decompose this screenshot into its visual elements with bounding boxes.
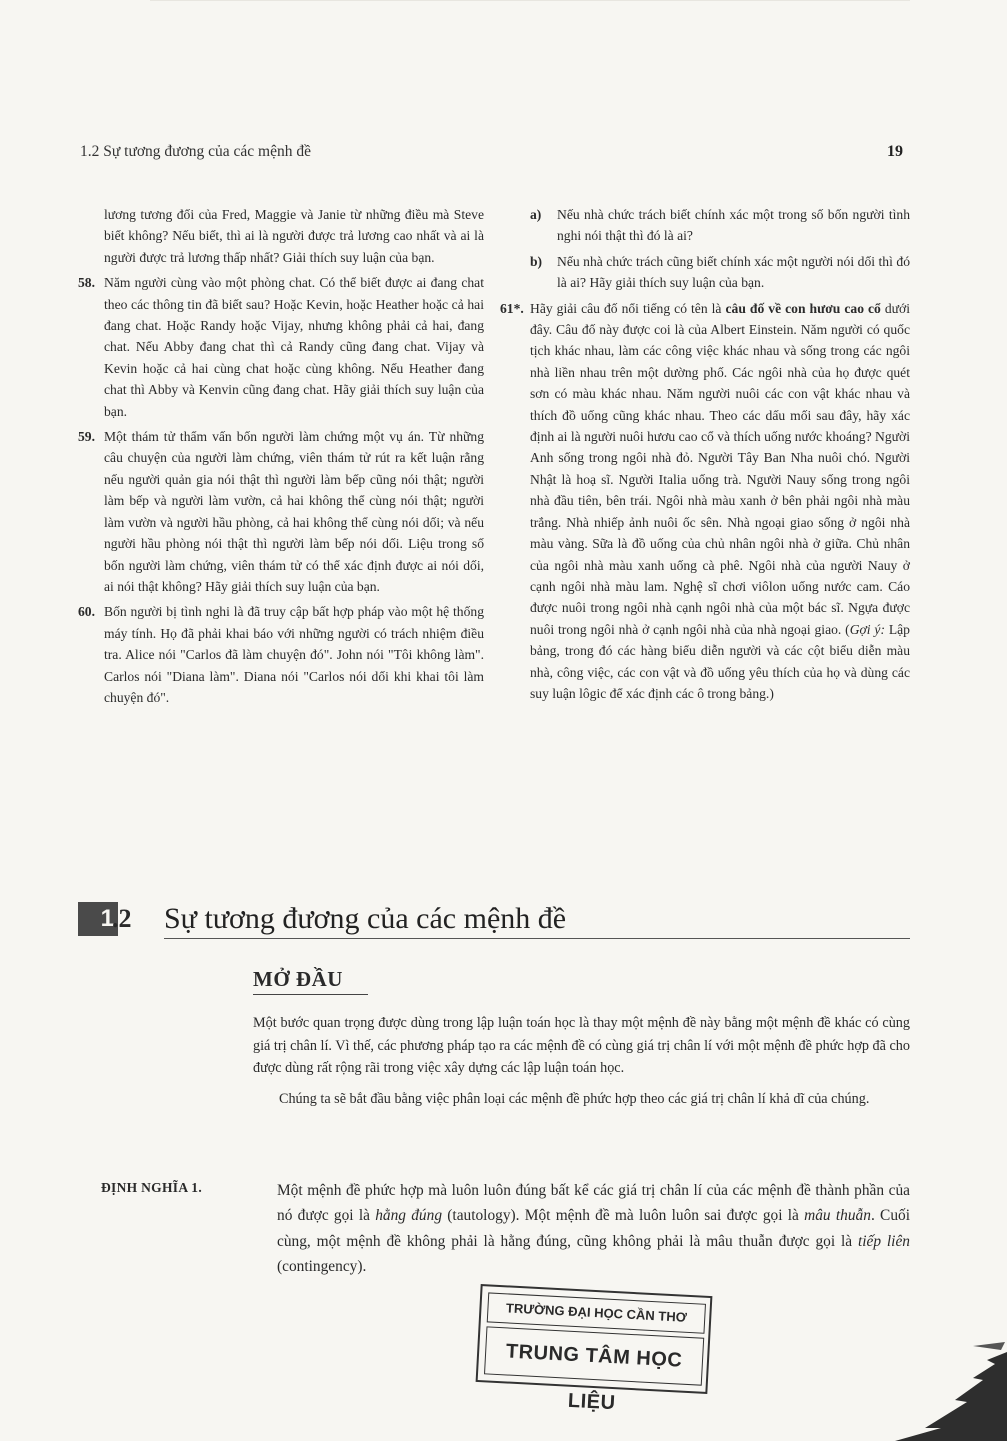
exercise-59-text: Một thám tử thẩm vấn bốn người làm chứng một vụ án. Từ những câu chuyện của người làm chứng, viên thám tử rút ra kết luận rằng nếu người quản gia nói thật thì người làm bếp cũng nói thật; người làm bếp và người làm vườn, cả hai không thể cùng nói thật; người làm vườn và người hầu phòng, cả hai không thể cùng nói dối; và nếu người hầu phòng nói thật thì người làm bếp nói dối. Liệu trong số bốn người làm chứng, viên thám tử có thể xác định được ai nói dối, ai nói thật không? Hãy giải thích suy luận của bạn.	[104, 429, 484, 594]
definition-label: ĐỊNH NGHĨA 1.	[101, 1180, 203, 1195]
intro-text	[253, 1012, 910, 1118]
exercise-number: 61*.	[500, 300, 524, 316]
definition-text	[277, 1178, 910, 1280]
exercise-61-text-end: Lập bảng, trong đó các hàng biểu diễn người và các cột biểu diễn màu nhà, công việc, các con vật và đồ uống yêu thích của họ và dùng các suy luận lôgic để xác định các ô trong bảng.)	[530, 621, 910, 701]
library-stamp	[476, 1284, 713, 1415]
puzzle-name: câu đố về con hươu cao cổ	[725, 300, 881, 316]
hint-label: Gợi ý:	[849, 621, 885, 637]
exercise-58-text: Năm người cùng vào một phòng chat. Có thể biết được ai đang chat theo các thông tin đã biết sau? Hoặc Kevin, hoặc Heather hoặc cả hai đang chat. Hoặc Randy hoặc Vijay, nhưng không phải cả hai, đang chat. Nếu Abby đang chat thì cả Randy cũng đang chat. Vijay và Kevin hoặc cả hai cùng chat hoặc cùng không. Nếu Heather đang chat thì Abby và Kenvin cũng đang chat. Hãy giải thích suy luận của bạn.	[104, 275, 484, 419]
exercise-60-text: Bốn người bị tình nghi là đã truy cập bất hợp pháp vào một hệ thống máy tính. Họ đã phải khai báo với những người có trách nhiệm điều tra. Alice nói "Carlos đã làm chuyện đó". John nói "Tôi không làm". Carlos nói "Diana làm". Diana nói "Carlos nói dối khi khai tôi làm chuyện đó".	[104, 604, 484, 705]
section-title: Sự tương đương của các mệnh đề	[164, 902, 567, 935]
running-title: 1.2 Sự tương đương của các mệnh đề	[80, 143, 311, 160]
intro-heading: MỞ ĐẦU	[253, 967, 343, 991]
exercise-58	[78, 272, 484, 422]
left-column	[78, 204, 484, 712]
exercise-57-continuation	[78, 204, 484, 268]
intro-paragraph-2: Chúng ta sẽ bắt đầu bằng việc phân loại các mệnh đề phức hợp theo các giá trị chân lí khả dĩ của chúng.	[279, 1090, 870, 1107]
stamp-university-name: TRƯỜNG ĐẠI HỌC CẦN THƠ	[487, 1292, 706, 1333]
definition-part-1: Một mệnh đề phức hợp mà luôn luôn đúng bất kể các giá trị chân lí của các mệnh đề thành phần của nó được gọi là	[277, 1182, 910, 1225]
page-number: 19	[887, 143, 903, 160]
top-edge-rule	[150, 0, 910, 1]
section-number-tail: .2	[112, 904, 132, 933]
section-heading	[78, 898, 910, 944]
exercise-number: 60.	[78, 604, 95, 620]
exercise-61-text-pre: Hãy giải câu đố nổi tiếng có tên là	[530, 300, 726, 316]
section-number-box: 1	[78, 902, 118, 936]
exercise-61-text-post: dưới đây. Câu đố này được coi là của Albert Einstein. Năm người có quốc tịch khác nhau, làm các công việc khác nhau và sống trong các ngôi nhà liền nhau trên một dường phố. Các ngôi nhà của họ được quét sơn có màu khác nhau. Năm người nuôi các con vật khác nhau và thích đồ uống cũng khác nhau. Theo các dấu mối sau đây, hãy xác định ai là người nuôi hươu cao cổ và thích uống nước khoáng? Người Anh sống trong ngôi nhà đỏ. Người Tây Ban Nha nuôi chó. Người Nhật là hoạ sĩ. Người Italia uống trà. Người Nauy sống trong ngôi nhà đầu tiên, bên trái. Ngôi nhà màu xanh ở bên phải ngôi nhà màu trắng. Nhà nhiếp ảnh nuôi ốc sên. Nhà ngoại giao sống ở ngôi nhà màu vàng. Sữa là đồ uống của chủ nhân ngôi nhà ở giữa. Chủ nhân của ngôi nhà màu xanh uống cà phê. Ngôi nhà của người Nauy ở cạnh ngôi nhà màu lam. Nghệ sĩ chơi viôlon uống nước cam. Cáo được nuôi trong ngôi nhà cạnh ngôi nhà của một bác sĩ. Ngựa được nuôi trong ngôi nhà ở cạnh ngôi nhà của nhà ngoại giao. (	[530, 300, 911, 637]
definition-part-4: (contingency).	[277, 1258, 367, 1276]
exercise-59	[78, 426, 484, 597]
scan-corner-mark	[855, 1340, 1007, 1441]
stamp-center-name: TRUNG TÂM HỌC LIỆU	[484, 1326, 704, 1385]
term-contingency: tiếp liên	[857, 1232, 910, 1250]
part-a-text: Nếu nhà chức trách biết chính xác một trong số bốn người tình nghi nói thật thì đó là ai?	[557, 207, 910, 244]
exercise-60	[78, 601, 484, 708]
part-b-text: Nếu nhà chức trách cũng biết chính xác một người nói dối thì đó là ai? Hãy giải thích suy luận của bạn.	[557, 253, 910, 291]
exercise-60-part-b	[508, 251, 910, 294]
intro-heading-rule	[253, 994, 368, 995]
intro-paragraph-1: Một bước quan trọng được dùng trong lập luận toán học là thay một mệnh đề này bằng một mệnh đề khác có cùng giá trị chân lí. Vì thế, các phương pháp tạo ra các mệnh đề có cùng giá trị chân lí với một mệnh đề phức hợp đã cho được dùng rất rộng rãi trong việc xây dựng các lập luận toán học.	[253, 1015, 910, 1077]
section-rule	[164, 938, 910, 939]
part-label: a)	[530, 207, 542, 222]
exercise-61	[500, 298, 911, 705]
definition-part-2: (tautology). Một mệnh đề mà luôn luôn sai được gọi là	[442, 1207, 805, 1225]
exercise-60-part-a	[508, 204, 910, 247]
exercise-number: 58.	[78, 275, 95, 291]
definition-part-3: . Cuối cùng, một mệnh đề không phải là hằng đúng, cũng không phải là mâu thuẫn được gọi là	[277, 1207, 910, 1250]
part-label: b)	[530, 253, 543, 269]
exercise-57-text: lương tương đối của Fred, Maggie và Janie từ những điều mà Steve biết không? Nếu biết, thì ai là người được trả lương cao nhất và ai là người được trả lương thấp nhất? Giải thích suy luận của bạn.	[104, 207, 484, 265]
term-contradiction: mâu thuẫn	[804, 1207, 871, 1225]
term-tautology: hằng đúng	[375, 1207, 443, 1225]
right-column	[500, 204, 911, 708]
exercise-number: 59.	[78, 429, 95, 445]
